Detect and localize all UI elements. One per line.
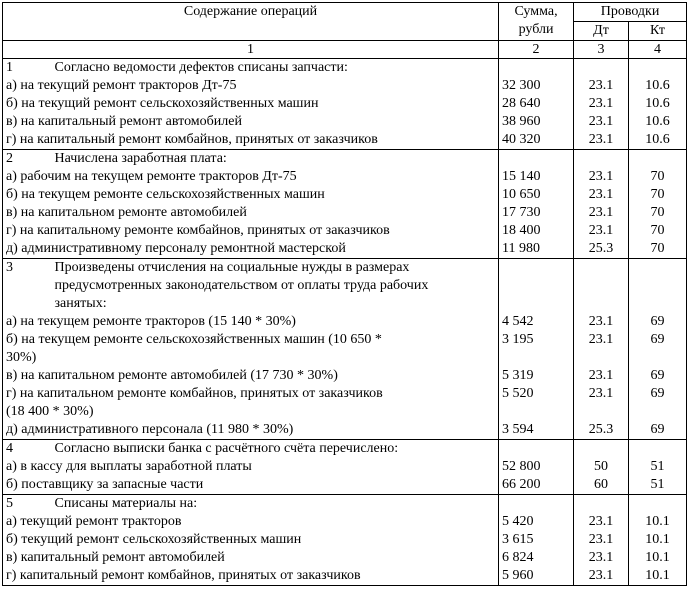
amount-cell: 4 542 bbox=[499, 313, 574, 331]
column-numbers-row bbox=[3, 41, 687, 59]
empty-sum-cell bbox=[499, 440, 574, 459]
operation-description: а) в кассу для выплаты заработной платы bbox=[3, 458, 499, 476]
operation-description: д) административного персонала (11 980 * 30%) bbox=[3, 421, 499, 440]
operation-description: в) на капитальном ремонте автомобилей bbox=[3, 204, 499, 222]
table-row bbox=[3, 240, 687, 259]
operations-table bbox=[2, 2, 687, 586]
debit-account-cell: 23.1 bbox=[574, 186, 629, 204]
table-row bbox=[3, 222, 687, 240]
operation-description: в) капитальный ремонт автомобилей bbox=[3, 549, 499, 567]
group-title bbox=[52, 440, 499, 459]
operation-description: а) на текущий ремонт тракторов Дт-75 bbox=[3, 77, 499, 95]
debit-account-cell: 23.1 bbox=[574, 513, 629, 531]
amount-cell: 17 730 bbox=[499, 204, 574, 222]
debit-account-cell: 23.1 bbox=[574, 113, 629, 131]
table-row bbox=[3, 95, 687, 113]
empty-dt-cell bbox=[574, 495, 629, 514]
group-title-row bbox=[3, 259, 687, 314]
group-title bbox=[52, 150, 499, 169]
operation-description: а) текущий ремонт тракторов bbox=[3, 513, 499, 531]
credit-account-cell: 69 bbox=[629, 313, 687, 331]
table-row bbox=[3, 168, 687, 186]
debit-account-cell: 23.1 bbox=[574, 549, 629, 567]
debit-account-cell: 23.1 bbox=[574, 567, 629, 586]
group-title-line: занятых: bbox=[54, 296, 107, 311]
operation-description bbox=[3, 385, 499, 421]
credit-account-cell: 10.6 bbox=[629, 95, 687, 113]
empty-sum-cell bbox=[499, 495, 574, 514]
empty-dt-cell bbox=[574, 150, 629, 169]
amount-cell: 6 824 bbox=[499, 549, 574, 567]
credit-account-cell: 51 bbox=[629, 458, 687, 476]
table-row bbox=[3, 204, 687, 222]
operation-description bbox=[3, 331, 499, 367]
credit-account-cell: 70 bbox=[629, 240, 687, 259]
debit-account-cell: 23.1 bbox=[574, 204, 629, 222]
group-title-line: Начислена заработная плата: bbox=[54, 151, 227, 166]
group-title bbox=[52, 59, 499, 78]
debit-account-cell: 60 bbox=[574, 476, 629, 495]
credit-account-cell: 70 bbox=[629, 168, 687, 186]
credit-account-cell: 51 bbox=[629, 476, 687, 495]
credit-account-cell: 10.1 bbox=[629, 549, 687, 567]
debit-account-cell: 23.1 bbox=[574, 222, 629, 240]
group-title-row bbox=[3, 440, 687, 459]
amount-cell: 5 960 bbox=[499, 567, 574, 586]
group-number: 5 bbox=[3, 495, 52, 514]
debit-account-cell: 23.1 bbox=[574, 95, 629, 113]
table-row bbox=[3, 186, 687, 204]
amount-cell: 32 300 bbox=[499, 77, 574, 95]
header-sum-line1: Сумма, bbox=[514, 4, 558, 19]
operation-description: г) на капитальный ремонт комбайнов, принятых от заказчиков bbox=[3, 131, 499, 150]
table-row bbox=[3, 421, 687, 440]
col-number-3: 3 bbox=[574, 41, 629, 59]
amount-cell: 28 640 bbox=[499, 95, 574, 113]
amount-cell: 3 195 bbox=[499, 331, 574, 367]
empty-kt-cell bbox=[629, 495, 687, 514]
amount-cell: 5 319 bbox=[499, 367, 574, 385]
empty-sum-cell bbox=[499, 59, 574, 78]
operation-description: а) на текущем ремонте тракторов (15 140 * 30%) bbox=[3, 313, 499, 331]
header-dt: Дт bbox=[574, 22, 629, 41]
credit-account-cell: 69 bbox=[629, 385, 687, 421]
table-row bbox=[3, 367, 687, 385]
empty-dt-cell bbox=[574, 440, 629, 459]
table-row bbox=[3, 476, 687, 495]
table-row bbox=[3, 331, 687, 367]
operation-description-line: 30%) bbox=[6, 350, 37, 365]
group-number: 4 bbox=[3, 440, 52, 459]
col-number-4: 4 bbox=[629, 41, 687, 59]
debit-account-cell: 23.1 bbox=[574, 313, 629, 331]
operation-description: б) текущий ремонт сельскохозяйственных машин bbox=[3, 531, 499, 549]
group-title-line: Согласно ведомости дефектов списаны запчасти: bbox=[54, 60, 348, 75]
empty-sum-cell bbox=[499, 259, 574, 314]
amount-cell: 66 200 bbox=[499, 476, 574, 495]
debit-account-cell: 23.1 bbox=[574, 131, 629, 150]
group-title-row bbox=[3, 495, 687, 514]
credit-account-cell: 10.1 bbox=[629, 513, 687, 531]
table-row bbox=[3, 531, 687, 549]
credit-account-cell: 10.6 bbox=[629, 77, 687, 95]
empty-dt-cell bbox=[574, 59, 629, 78]
amount-cell: 11 980 bbox=[499, 240, 574, 259]
amount-cell: 3 615 bbox=[499, 531, 574, 549]
operation-description: г) на капитальному ремонте комбайнов, принятых от заказчиков bbox=[3, 222, 499, 240]
group-number: 3 bbox=[3, 259, 52, 314]
group-title-row bbox=[3, 150, 687, 169]
credit-account-cell: 69 bbox=[629, 367, 687, 385]
header-entries: Проводки bbox=[574, 3, 687, 22]
group-number: 1 bbox=[3, 59, 52, 78]
col-number-2: 2 bbox=[499, 41, 574, 59]
operation-description: б) на текущий ремонт сельскохозяйственных машин bbox=[3, 95, 499, 113]
empty-kt-cell bbox=[629, 59, 687, 78]
operation-description: в) на капитальном ремонте автомобилей (17 730 * 30%) bbox=[3, 367, 499, 385]
amount-cell: 5 520 bbox=[499, 385, 574, 421]
table-row bbox=[3, 458, 687, 476]
table-row bbox=[3, 513, 687, 531]
credit-account-cell: 10.6 bbox=[629, 131, 687, 150]
debit-account-cell: 25.3 bbox=[574, 240, 629, 259]
credit-account-cell: 70 bbox=[629, 186, 687, 204]
empty-kt-cell bbox=[629, 259, 687, 314]
table-row bbox=[3, 567, 687, 586]
operation-description: б) поставщику за запасные части bbox=[3, 476, 499, 495]
debit-account-cell: 23.1 bbox=[574, 367, 629, 385]
debit-account-cell: 23.1 bbox=[574, 385, 629, 421]
table-row bbox=[3, 77, 687, 95]
group-number: 2 bbox=[3, 150, 52, 169]
group-title-line: Списаны материалы на: bbox=[54, 496, 198, 511]
amount-cell: 18 400 bbox=[499, 222, 574, 240]
header-sum bbox=[499, 3, 574, 41]
debit-account-cell: 50 bbox=[574, 458, 629, 476]
debit-account-cell: 23.1 bbox=[574, 77, 629, 95]
operation-description: д) административному персоналу ремонтной мастерской bbox=[3, 240, 499, 259]
amount-cell: 52 800 bbox=[499, 458, 574, 476]
operation-description: г) капитальный ремонт комбайнов, принятых от заказчиков bbox=[3, 567, 499, 586]
header-kt: Кт bbox=[629, 22, 687, 41]
credit-account-cell: 69 bbox=[629, 421, 687, 440]
table-row bbox=[3, 131, 687, 150]
debit-account-cell: 23.1 bbox=[574, 331, 629, 367]
credit-account-cell: 70 bbox=[629, 222, 687, 240]
credit-account-cell: 70 bbox=[629, 204, 687, 222]
empty-sum-cell bbox=[499, 150, 574, 169]
header-operations: Содержание операций bbox=[3, 3, 499, 41]
operation-description: б) на текущем ремонте сельскохозяйственных машин bbox=[3, 186, 499, 204]
amount-cell: 10 650 bbox=[499, 186, 574, 204]
group-title bbox=[52, 495, 499, 514]
header-row bbox=[3, 3, 687, 22]
operation-description: а) рабочим на текущем ремонте тракторов Дт-75 bbox=[3, 168, 499, 186]
operation-description-line: б) на текущем ремонте сельскохозяйственных машин (10 650 * bbox=[6, 332, 382, 347]
debit-account-cell: 23.1 bbox=[574, 531, 629, 549]
group-title-line: предусмотренных законодательством от оплаты труда рабочих bbox=[54, 278, 429, 293]
amount-cell: 38 960 bbox=[499, 113, 574, 131]
operation-description: в) на капитальный ремонт автомобилей bbox=[3, 113, 499, 131]
table-row bbox=[3, 113, 687, 131]
amount-cell: 3 594 bbox=[499, 421, 574, 440]
group-title-row bbox=[3, 59, 687, 78]
amount-cell: 40 320 bbox=[499, 131, 574, 150]
group-title bbox=[52, 259, 499, 314]
credit-account-cell: 10.6 bbox=[629, 113, 687, 131]
amount-cell: 15 140 bbox=[499, 168, 574, 186]
table-row bbox=[3, 313, 687, 331]
group-title-line: Согласно выписки банка с расчётного счёта перечислено: bbox=[54, 441, 399, 456]
operation-description-line: (18 400 * 30%) bbox=[6, 404, 94, 419]
debit-account-cell: 25.3 bbox=[574, 421, 629, 440]
group-title-line: Произведены отчисления на социальные нужды в размерах bbox=[54, 260, 410, 275]
table-row bbox=[3, 549, 687, 567]
header-sum-line2: рубли bbox=[518, 22, 554, 37]
table-row bbox=[3, 385, 687, 421]
amount-cell: 5 420 bbox=[499, 513, 574, 531]
col-number-1: 1 bbox=[3, 41, 499, 59]
empty-kt-cell bbox=[629, 150, 687, 169]
debit-account-cell: 23.1 bbox=[574, 168, 629, 186]
operation-description-line: г) на капитальном ремонте комбайнов, принятых от заказчиков bbox=[6, 386, 383, 401]
empty-kt-cell bbox=[629, 440, 687, 459]
credit-account-cell: 69 bbox=[629, 331, 687, 367]
empty-dt-cell bbox=[574, 259, 629, 314]
credit-account-cell: 10.1 bbox=[629, 567, 687, 586]
credit-account-cell: 10.1 bbox=[629, 531, 687, 549]
